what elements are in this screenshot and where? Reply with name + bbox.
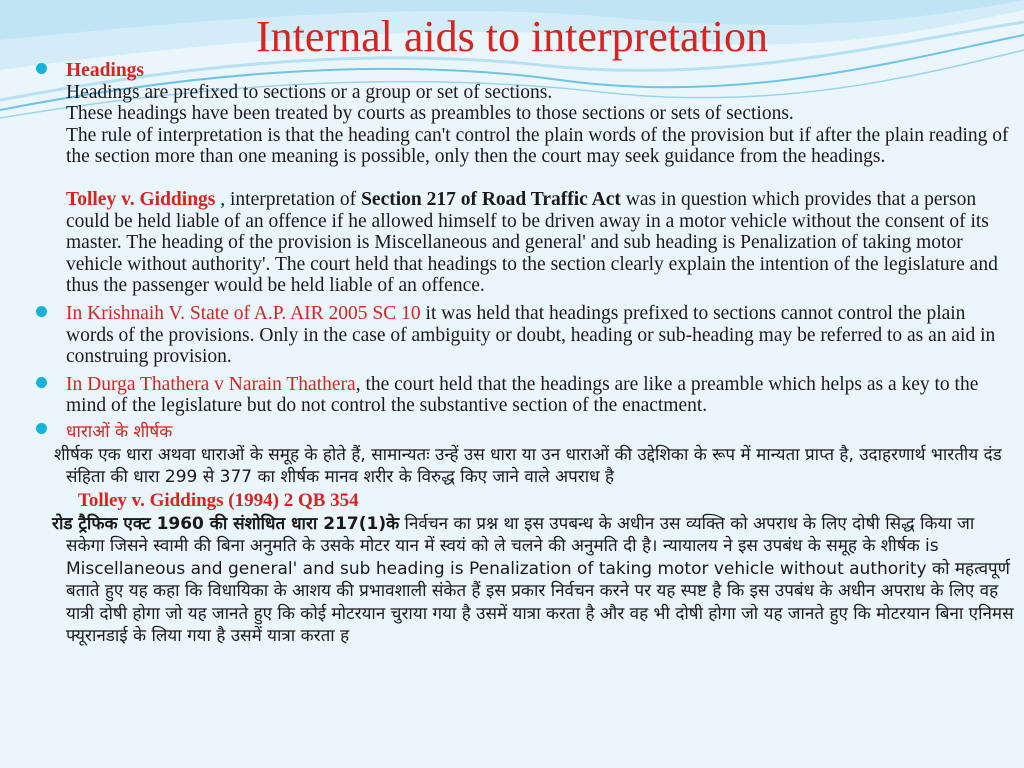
hindi-para-2-bold: रोड ट्रैफिक एक्ट 1960 की संशोधित धारा 217(1)के bbox=[52, 513, 400, 534]
bullet-dot bbox=[36, 423, 47, 434]
case-name-tolley: Tolley v. Giddings bbox=[66, 188, 216, 210]
bullet-durga bbox=[66, 374, 1016, 417]
bullet-hindi-heading bbox=[66, 420, 1024, 444]
hindi-para-1-text: शीर्षक एक धारा अथवा धाराओं के समूह के होते हैं, सामान्यतः उन्हें उस धारा या उन धाराओं की उद्देशिका के रूप में मान्यता प्राप्त है, उदाहरणार्थ भारतीय दंड संहिता की धारा 299 से 377 का शीर्षक मानव शरीर के विरुद्ध किए जाने वाले अपराध है bbox=[54, 444, 1002, 488]
bullet-krishnaih bbox=[66, 303, 1016, 368]
slide-content bbox=[0, 60, 1024, 648]
case-text-1: , interpretation of bbox=[215, 188, 362, 210]
headings-text-1: Headings are prefixed to sections or a group or set of sections. bbox=[66, 81, 553, 103]
hindi-para-2 bbox=[52, 513, 1016, 648]
slide-title: Internal aids to interpretation bbox=[256, 12, 768, 61]
bullet-dot bbox=[36, 377, 47, 388]
case-section: Section 217 of Road Traffic Act bbox=[361, 188, 621, 210]
headings-text-2: These headings have been treated by courts as preambles to those sections or sets of sections. bbox=[66, 103, 794, 125]
tolley-citation: Tolley v. Giddings (1994) 2 QB 354 bbox=[78, 489, 359, 511]
hindi-para-2-text bbox=[52, 513, 1016, 648]
bullet-headings bbox=[66, 60, 1016, 297]
case-text-2: was in question which provides that a person could be held liable of an offence if he allowed himself to be driven away in a motor vehicle without the consent of its master. The heading of the provision is Miscellaneous and general' and sub heading is Penalization of taking motor vehicle without authority'. The court held that headings to the section clearly explain the intention of the legislature and thus the passenger would be held liable of an offence. bbox=[66, 188, 998, 297]
case-name-durga: In Durga Thathera v Narain Thathera bbox=[66, 373, 356, 395]
krishnaih-text: it was held that headings prefixed to sections cannot control the plain words of the provisions. Only in the case of ambiguity or doubt, heading or sub-heading may be referred to as an aid in construing provision. bbox=[66, 302, 996, 368]
bullet-dot bbox=[36, 63, 47, 74]
tolley-case-block bbox=[66, 189, 998, 296]
durga-text: , the court held that the headings are like a preamble which helps as a key to the mind of the legislature but do not control the substantive section of the enactment. bbox=[66, 373, 979, 417]
hindi-heading: धाराओं के शीर्षक bbox=[66, 421, 173, 442]
bullet-dot bbox=[36, 306, 47, 317]
headings-label: Headings bbox=[66, 60, 145, 81]
hindi-para-2-body: निर्वचन का प्रश्न था इस उपबन्ध के अधीन उस व्यक्ति को अपराध के लिए दोषी सिद्ध किया जा सकेगा जिसने स्वामी की बिना अनुमति के उसके मोटर यान में स्वयं को ले चलने की अनुमति दी है। न्यायालय ने इस उपबंध के समूह के शीर्षक is Miscellaneous and general' and sub heading is Penalization of taking motor vehicle without authority को महत्वपूर्ण बताते हुए यह कहा कि विधायिका के आशय की प्रभावशाली संकेत हैं इस प्रकार निर्वचन करने पर यह स्पष्ट है कि इस उपबंध के अधीन अपराध के लिए वह यात्री दोषी होगा जो यह जानते हुए कि कोई मोटरयान चुराया गया है उसमें यात्रा करता है और वह भी दोषी होगा जो यह जानते हुए कि मोटरयान बिना एनिमस फ्यूरानडाई के लिया गया है उसमें यात्रा करता ह bbox=[66, 513, 1014, 647]
headings-text-3: The rule of interpretation is that the heading can't control the plain words of the provision but if after the plain reading of the section more than one meaning is possible, only then the court may seek guidance from the headings. bbox=[66, 124, 1009, 168]
hindi-para-1 bbox=[54, 444, 1016, 489]
case-name-krishnaih: In Krishnaih V. State of A.P. AIR 2005 SC 10 bbox=[66, 302, 421, 324]
